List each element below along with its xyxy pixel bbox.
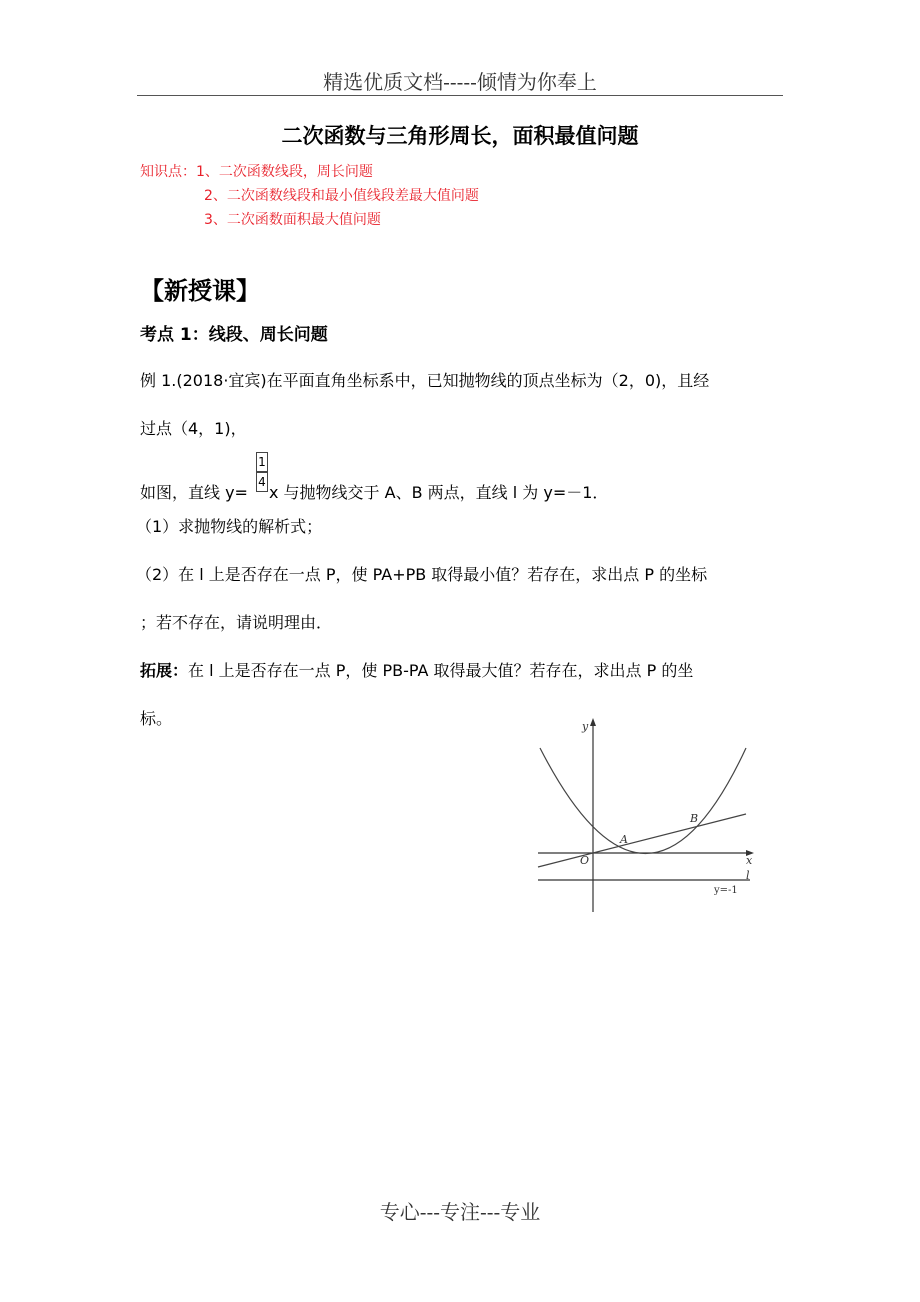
fraction-denominator: 4 [256,472,268,492]
example-line-1: 例 1.(2018·宜宾)在平面直角坐标系中，已知抛物线的顶点坐标为（2，0)，且经 [140,371,710,390]
knowledge-point-2: 2、二次函数线段和最小值线段差最大值问题 [204,188,479,204]
header-divider [137,95,783,96]
question-2-line-2: ；若不存在，请说明理由． [140,613,333,632]
extension-label: 拓展： [140,661,189,680]
question-1: （1）求抛物线的解析式； [136,517,323,536]
extension-text: 在 l 上是否存在一点 P，使 PB-PA 取得最大值？若存在，求出点 P 的坐 [188,661,694,680]
parabola-figure [530,712,770,917]
line-l-label: l [746,869,750,882]
point-a-label: A [620,833,628,846]
page-footer: 专心---专注---专业 [379,1200,541,1224]
example-line-2: 过点（4，1)， [140,419,247,438]
point-b-label: B [690,812,699,825]
line-l-equation: y=-1 [714,885,738,896]
point-heading: 考点 1：线段、周长问题 [140,325,328,345]
line-y-quarter-x [538,814,746,867]
x-axis-label: x [746,854,753,867]
document-title: 二次函数与三角形周长，面积最值问题 [281,124,639,148]
example-line-3-post: x 与抛物线交于 A、B 两点，直线 l 为 y=－1． [269,483,609,502]
fraction-one-quarter [256,452,268,494]
knowledge-point-1: 知识点：1、二次函数线段，周长问题 [140,164,373,180]
question-2-line-1: （2）在 l 上是否存在一点 P，使 PA+PB 取得最小值？若存在，求出点 P 的坐标 [136,565,708,584]
origin-label: O [580,854,590,867]
fraction-numerator: 1 [256,452,268,472]
extension-line-2: 标。 [140,709,173,728]
knowledge-point-3: 3、二次函数面积最大值问题 [204,212,381,228]
y-axis-arrow [590,718,596,726]
lesson-heading: 【新授课】 [140,277,260,305]
extension-line-1 [140,658,693,681]
y-axis-label: y [582,720,589,733]
parabola-curve [540,748,746,854]
example-line-3-pre: 如图，直线 y= [140,483,248,502]
page-header: 精选优质文档-----倾情为你奉上 [323,70,597,94]
